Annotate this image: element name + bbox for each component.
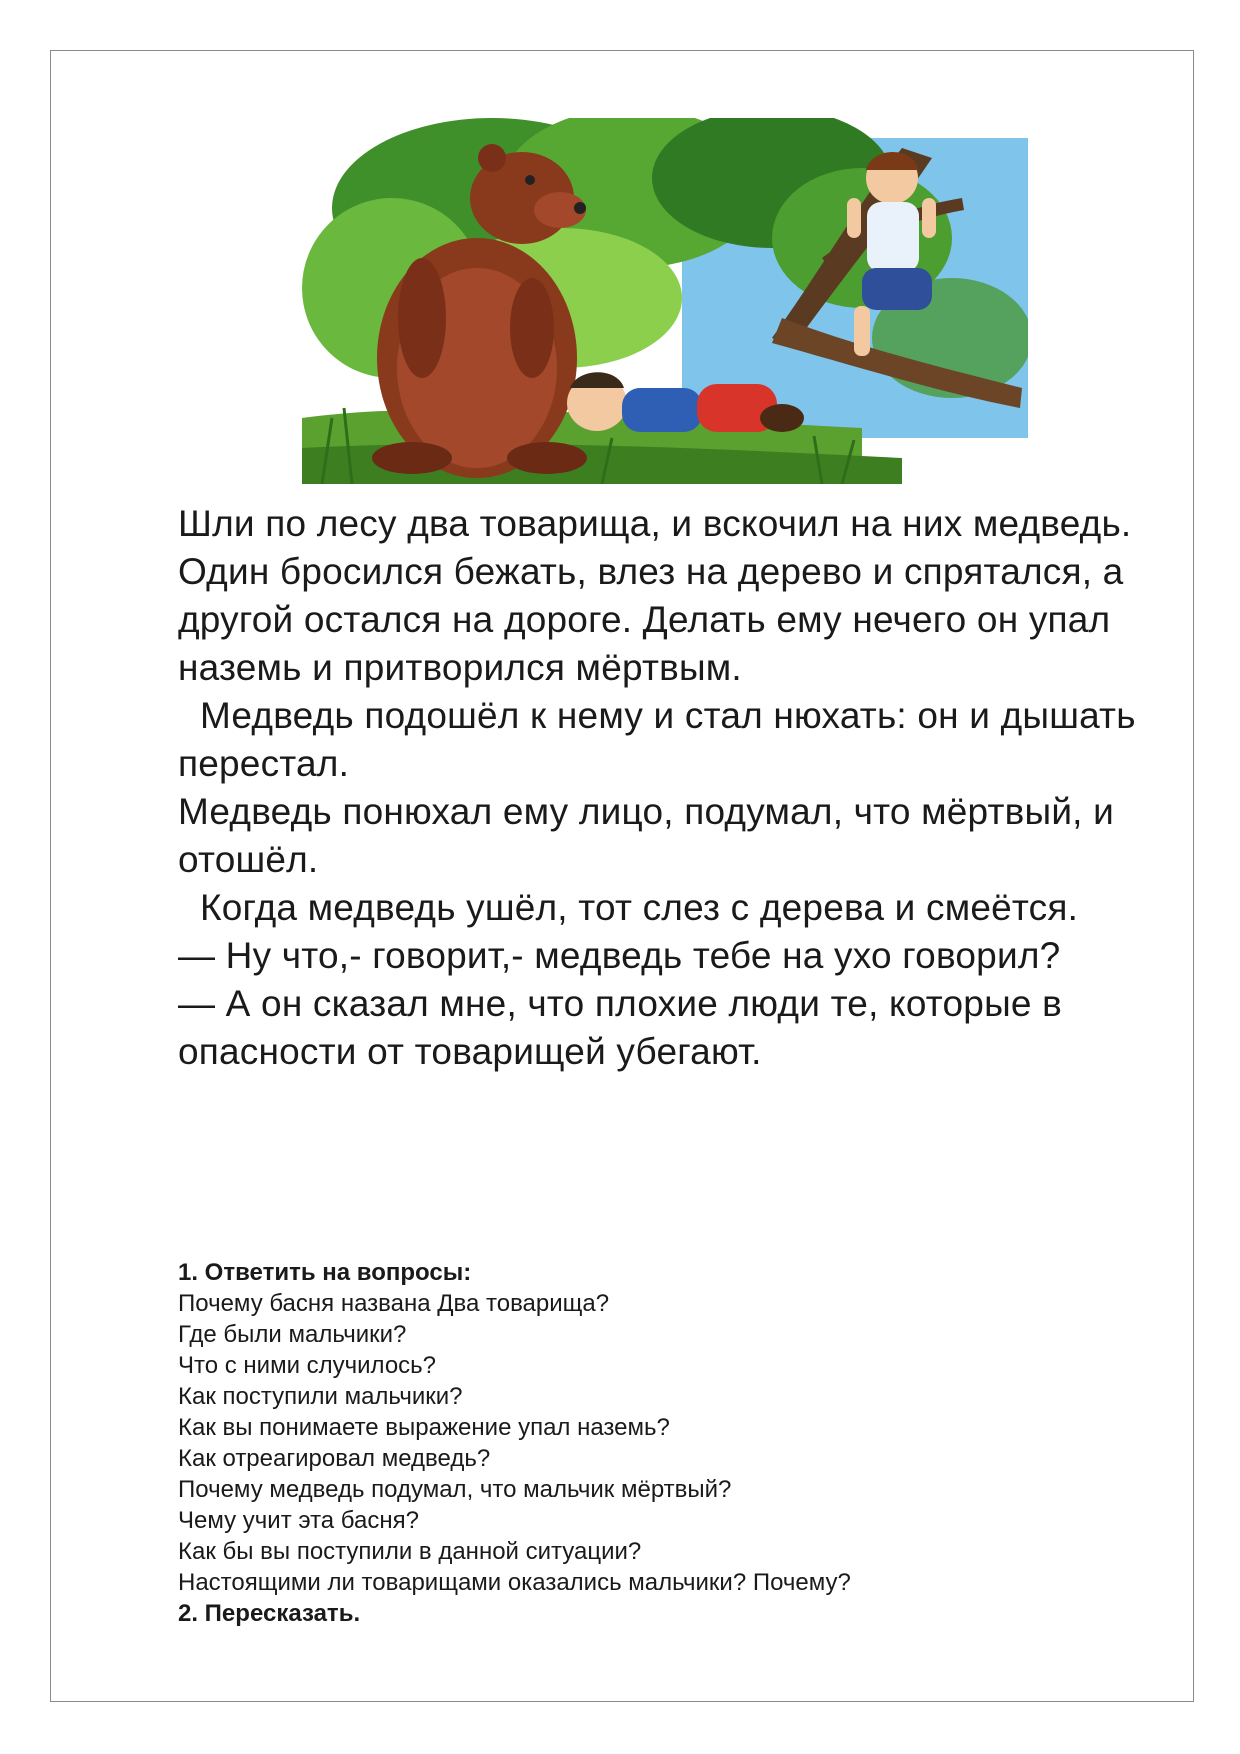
tasks-section (178, 1257, 1158, 1629)
question-item: Как отреагировал медведь? (178, 1445, 491, 1472)
question-item: Почему медведь подумал, что мальчик мёртвый? (178, 1476, 732, 1503)
question-item: Как бы вы поступили в данной ситуации? (178, 1538, 642, 1565)
question-item: Как вы понимаете выражение упал наземь? (178, 1414, 670, 1441)
question-item: Где были мальчики? (178, 1321, 407, 1348)
question-item: Настоящими ли товарищами оказались мальчики? Почему? (178, 1569, 851, 1596)
question-item: Что с ними случилось? (178, 1352, 437, 1379)
bear-and-boys-illustration (302, 118, 1028, 484)
question-item: Чему учит эта басня? (178, 1507, 419, 1534)
questions-list (178, 1288, 1158, 1598)
story-paragraph-4: Когда медведь ушёл, тот слез с дерева и смеётся. (200, 887, 1079, 928)
task-1-title: 1. Ответить на вопросы: (178, 1259, 472, 1286)
story-paragraph-2: Медведь подошёл к нему и стал нюхать: он и дышать перестал. (178, 695, 1136, 784)
story-paragraph-1: Шли по лесу два товарища, и вскочил на них медведь. Один бросился бежать, влез на дерево и спрятался, а другой остался на дороге. Делать ему нечего он упал наземь и притворился мёртвым. (178, 503, 1132, 688)
task-2-title: 2. Пересказать. (178, 1600, 361, 1627)
story-paragraph-6: — А он сказал мне, что плохие люди те, которые в опасности от товарищей убегают. (178, 983, 1062, 1072)
story-paragraph-5: — Ну что,- говорит,- медведь тебе на ухо говорил? (178, 935, 1061, 976)
story-text (178, 500, 1168, 1076)
question-item: Почему басня названа Два товарища? (178, 1290, 610, 1317)
story-paragraph-3: Медведь понюхал ему лицо, подумал, что мёртвый, и отошёл. (178, 791, 1115, 880)
question-item: Как поступили мальчики? (178, 1383, 463, 1410)
